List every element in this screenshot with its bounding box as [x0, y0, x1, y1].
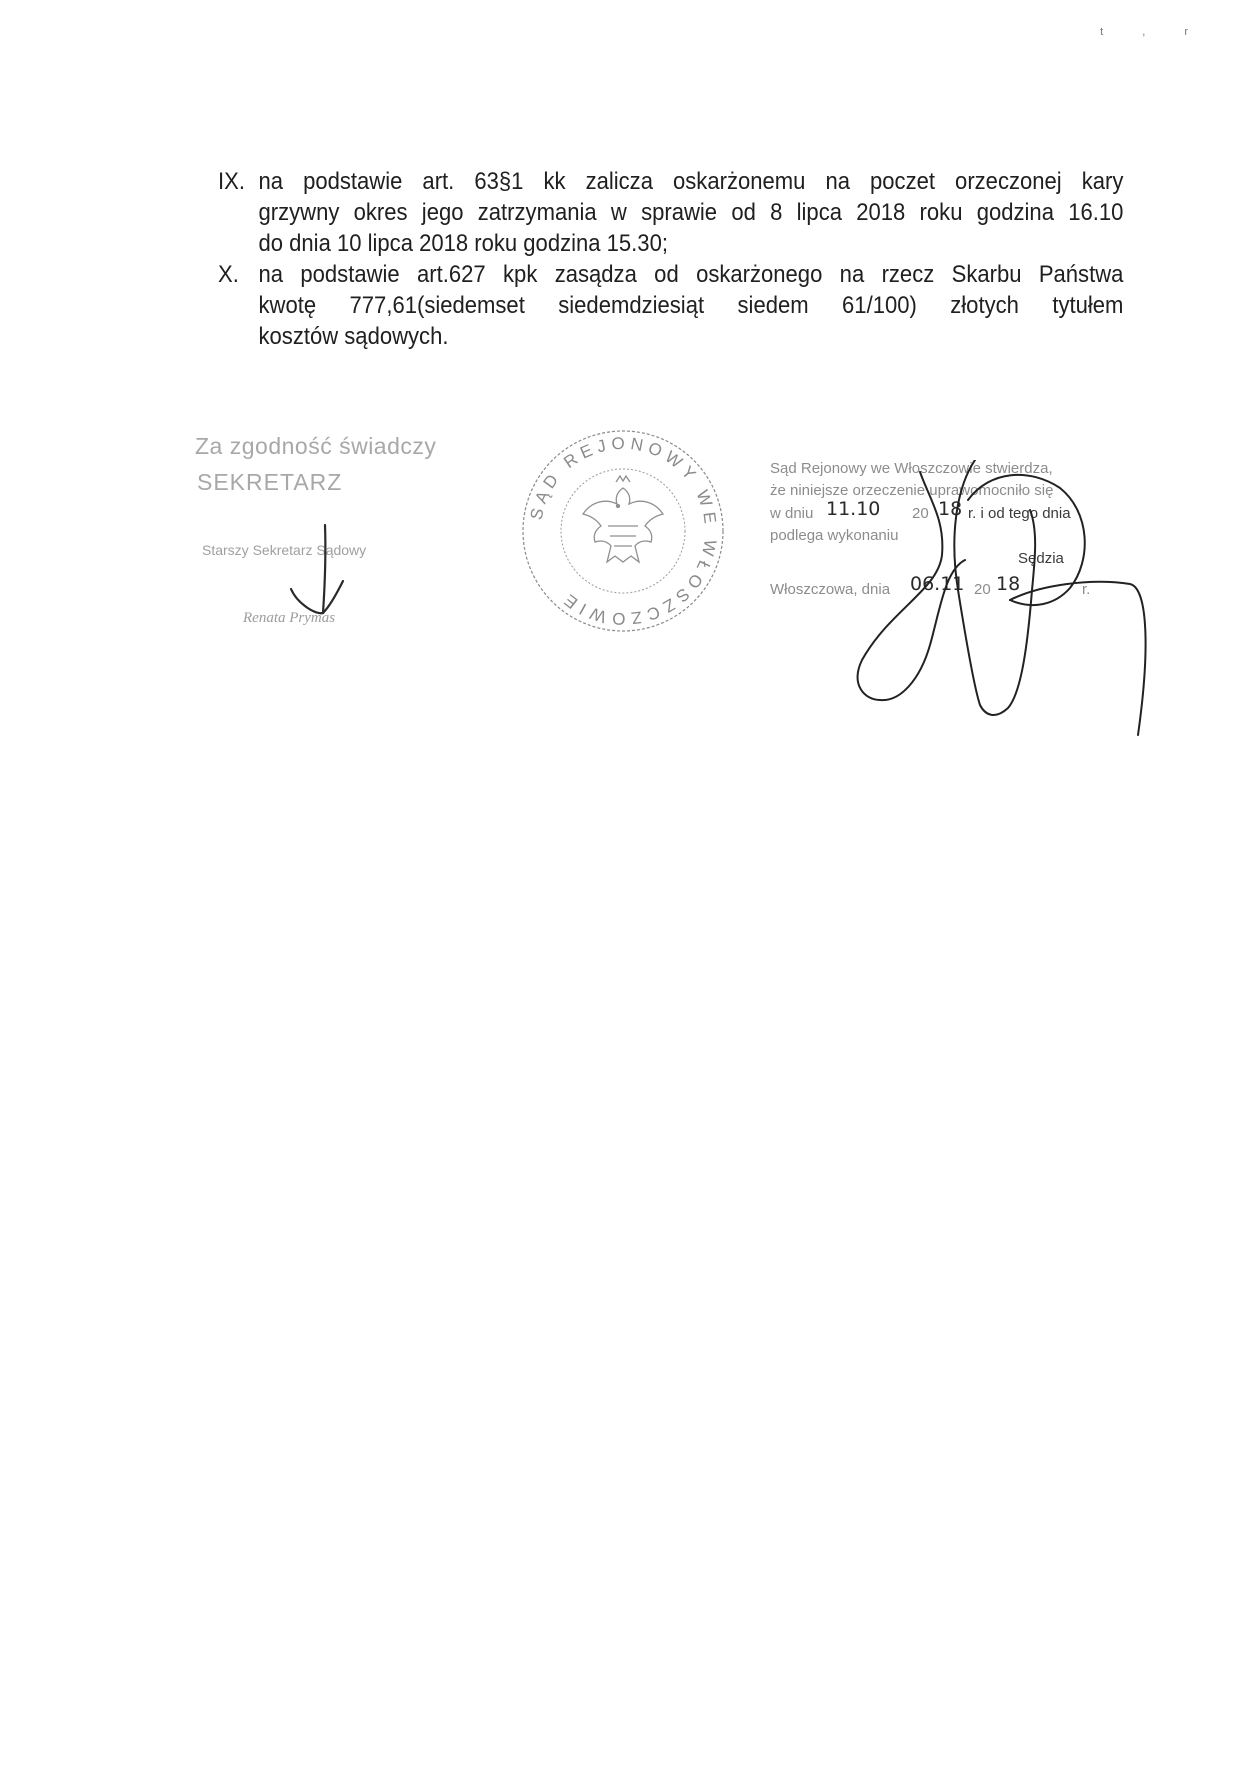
handwritten-validity-date: 11.10	[826, 498, 881, 520]
judgment-point-ix	[218, 166, 1123, 259]
handwritten-issue-year: 18	[996, 573, 1021, 595]
point-line: grzywny okres jego zatrzymania w sprawie od 8 lipca 2018 roku godzina 16.10	[258, 199, 1124, 226]
page-corner-marks: t , r	[1100, 26, 1206, 38]
validity-clause	[770, 460, 1150, 740]
point-line: na podstawie art.627 kpk zasądza od oskarżonego na rzecz Skarbu Państwa	[258, 261, 1124, 288]
validity-line: Włoszczowa, dnia	[770, 581, 891, 598]
validity-line: w dniu	[770, 505, 814, 522]
point-number: IX.	[218, 168, 245, 195]
judgment-point-x	[218, 259, 1123, 352]
validity-line: 20	[912, 505, 929, 522]
point-text	[259, 166, 1124, 259]
point-line: na podstawie art. 63§1 kk zalicza oskarżonemu na poczet orzeczonej kary	[258, 168, 1124, 195]
point-number: X.	[218, 261, 239, 288]
certification-name: Renata Prymas	[243, 610, 336, 626]
point-text	[259, 259, 1124, 352]
validity-line: podlega wykonaniu	[770, 527, 899, 544]
point-line: do dnia 10 lipca 2018 roku godzina 15.30;	[258, 230, 668, 257]
certification-stamp	[195, 433, 475, 653]
handwritten-validity-year: 18	[938, 498, 963, 520]
eagle-emblem-icon	[583, 476, 663, 562]
certification-role: SEKRETARZ	[197, 469, 343, 495]
seal-text: SĄD REJONOWY WE WŁOSZCZOWIE	[526, 433, 721, 629]
validity-line: że niniejsze orzeczenie uprawomocniło się	[770, 482, 1054, 499]
validity-line: 20	[974, 581, 991, 598]
certification-title: Starszy Sekretarz Sądowy	[202, 542, 367, 558]
judgment-points	[218, 166, 1124, 352]
handwritten-issue-date: 06.11	[910, 573, 965, 595]
svg-text:SĄD REJONOWY WE WŁOSZCZOWIE	[527, 434, 721, 629]
secretary-signature	[285, 523, 355, 633]
point-line: kwotę 777,61(siedemset siedemdziesiąt siedem 61/100) złotych tytułem	[258, 292, 1124, 319]
validity-line: r. i od tego dnia	[968, 505, 1071, 522]
judge-label: Sędzia	[1018, 550, 1064, 567]
validity-line: r.	[1082, 581, 1091, 598]
validity-line: Sąd Rejonowy we Włoszczowie stwierdza,	[770, 460, 1053, 477]
court-seal	[518, 426, 728, 636]
judge-signature	[770, 460, 1150, 740]
certification-heading: Za zgodność świadczy	[195, 433, 437, 459]
point-line: kosztów sądowych.	[258, 323, 449, 350]
